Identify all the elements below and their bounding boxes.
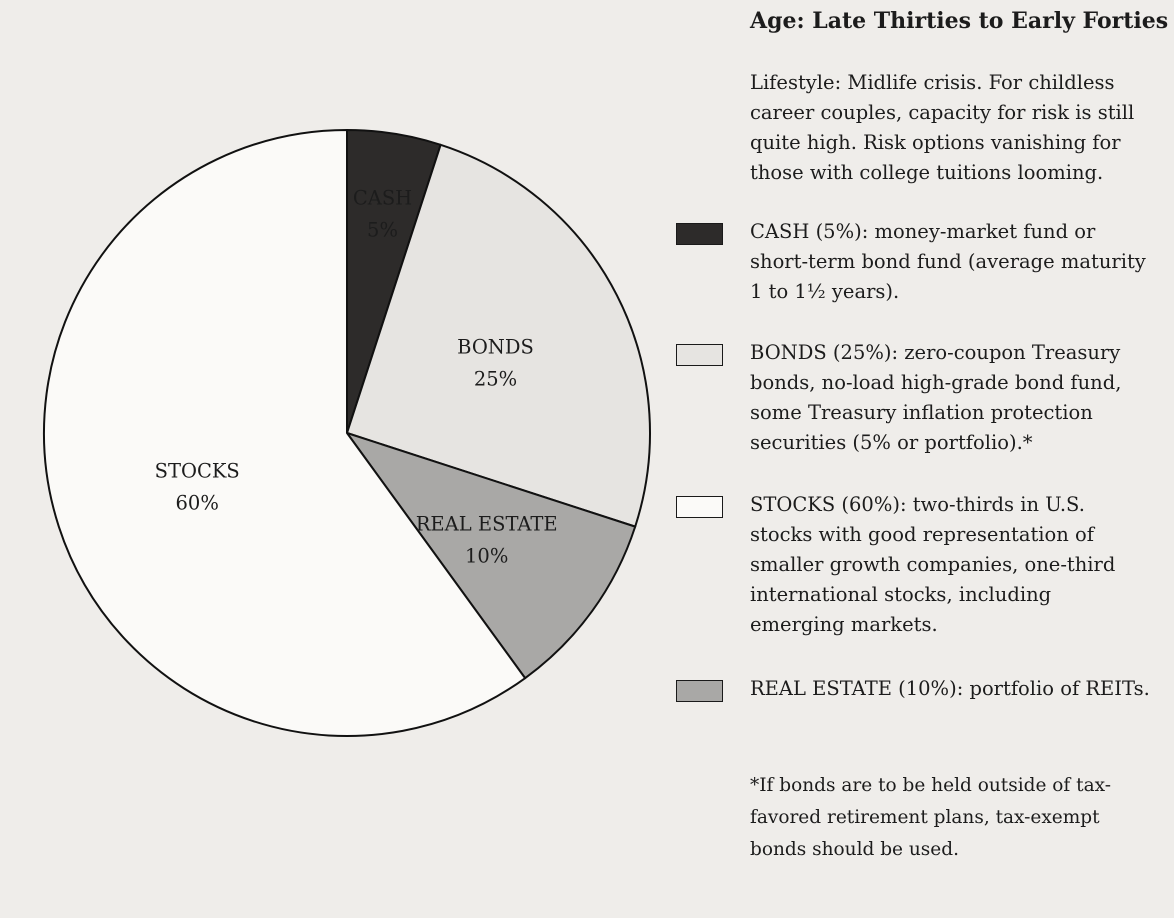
legend-swatch-cash: [676, 223, 723, 245]
slice-label-stocks: STOCKS: [154, 459, 240, 483]
slice-value-cash: 5%: [367, 218, 398, 242]
slice-value-bonds: 25%: [473, 367, 518, 391]
legend-item-bonds: [750, 338, 1160, 458]
side-panel: [750, 6, 1169, 860]
legend-item-cash: [750, 217, 1160, 307]
legend-text-cash: CASH (5%): money-market fund or short-term bond fund (average maturity 1 to 1½ years).: [750, 220, 1146, 303]
legend-text-stocks: STOCKS (60%): two-thirds in U.S. stocks with good representation of smaller growth companies, one-third international stocks, including emerging markets.: [750, 493, 1116, 636]
legend-swatch-stocks: [676, 496, 723, 518]
page-heading: Age: Late Thirties to Early Forties: [750, 8, 1169, 34]
slice-value-real-estate: 10%: [465, 544, 509, 568]
legend-text-real-estate: REAL ESTATE (10%): portfolio of REITs.: [750, 677, 1150, 700]
lifestyle-text: Lifestyle: Midlife crisis. For childless career couples, capacity for risk is still quite high. Risk options vanishing for those with college tuitions looming.: [750, 71, 1135, 184]
legend-item-real-estate: [750, 674, 1160, 704]
footnote: *If bonds are to be held outside of tax-favored retirement plans, tax-exempt bonds should be used.: [750, 775, 1111, 860]
legend-item-stocks: [750, 490, 1160, 640]
legend-text-bonds: BONDS (25%): zero-coupon Treasury bonds, no-load high-grade bond fund, some Treasury inflation protection securities (5% or portfolio).*: [750, 341, 1122, 454]
slice-label-real-estate: REAL ESTATE: [415, 512, 558, 536]
legend-swatch-bonds: [676, 344, 723, 366]
legend-swatch-real-estate: [676, 680, 723, 702]
slice-label-cash: CASH: [352, 186, 413, 210]
slice-label-bonds: BONDS: [457, 335, 534, 359]
slice-value-stocks: 60%: [175, 491, 219, 515]
